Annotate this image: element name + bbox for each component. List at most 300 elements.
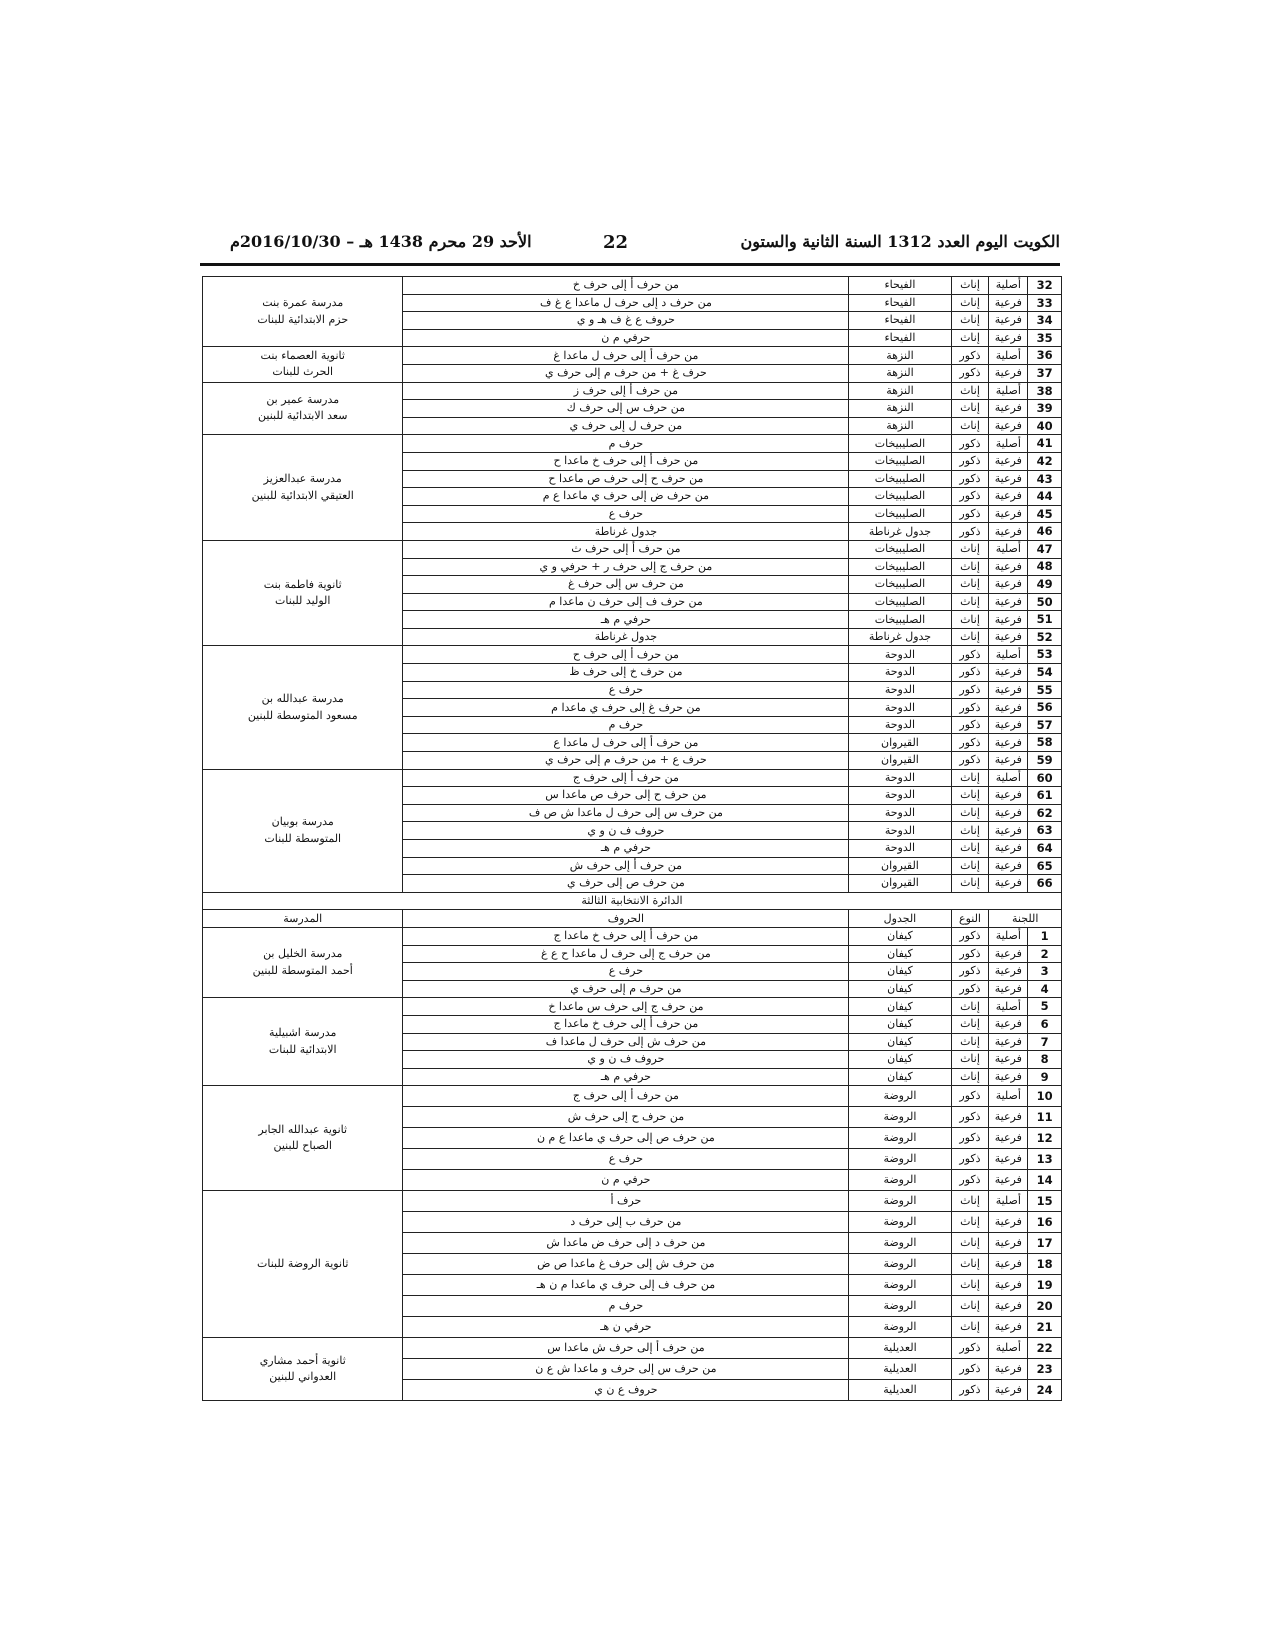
gender: إناث bbox=[951, 1275, 989, 1296]
committee-kind: فرعية bbox=[989, 681, 1028, 699]
committee-number: 1 bbox=[1028, 927, 1062, 945]
district: الدوحة bbox=[849, 804, 951, 822]
committee-number: 55 bbox=[1028, 681, 1062, 699]
district: كيفان bbox=[849, 927, 951, 945]
committee-number: 39 bbox=[1028, 400, 1062, 418]
committee-number: 57 bbox=[1028, 716, 1062, 734]
committee-number: 59 bbox=[1028, 752, 1062, 770]
committee-kind: فرعية bbox=[989, 1068, 1028, 1086]
committee-kind: فرعية bbox=[989, 752, 1028, 770]
committee-number: 63 bbox=[1028, 822, 1062, 840]
letters-range: حرف ع bbox=[403, 963, 849, 981]
committee-kind: فرعية bbox=[989, 980, 1028, 998]
letters-range: من حرف ش إلى حرف غ ماعدا ص ض bbox=[403, 1254, 849, 1275]
committee-kind: فرعية bbox=[989, 804, 1028, 822]
district: الروضة bbox=[849, 1254, 951, 1275]
school-name: ثانوية عبدالله الجابر الصباح للبنين bbox=[203, 1086, 403, 1191]
committee-kind: فرعية bbox=[989, 505, 1028, 523]
table-row bbox=[203, 1086, 1062, 1107]
committee-kind: فرعية bbox=[989, 312, 1028, 330]
gender: إناث bbox=[951, 417, 989, 435]
gender: إناث bbox=[951, 804, 989, 822]
gender: ذكور bbox=[951, 523, 989, 541]
district: الصليبيخات bbox=[849, 540, 951, 558]
gender: إناث bbox=[951, 628, 989, 646]
letters-range: حرف أ bbox=[403, 1191, 849, 1212]
district: الدوحة bbox=[849, 840, 951, 858]
letters-range: من حرف ح إلى حرف ش bbox=[403, 1107, 849, 1128]
district: الدوحة bbox=[849, 664, 951, 682]
letters-range: من حرف أ إلى حرف ش bbox=[403, 857, 849, 875]
district: الصليبيخات bbox=[849, 593, 951, 611]
gender: إناث bbox=[951, 1191, 989, 1212]
committee-kind: أصلية bbox=[989, 435, 1028, 453]
committee-kind: أصلية bbox=[989, 382, 1028, 400]
gender: ذكور bbox=[951, 716, 989, 734]
committee-number: 36 bbox=[1028, 347, 1062, 365]
committee-kind: فرعية bbox=[989, 452, 1028, 470]
district: العديلية bbox=[849, 1380, 951, 1401]
district: كيفان bbox=[849, 945, 951, 963]
gender: ذكور bbox=[951, 1149, 989, 1170]
district: الروضة bbox=[849, 1233, 951, 1254]
committee-kind: أصلية bbox=[989, 769, 1028, 787]
committee-number: 2 bbox=[1028, 945, 1062, 963]
committee-kind: فرعية bbox=[989, 1128, 1028, 1149]
gender: إناث bbox=[951, 1068, 989, 1086]
letters-range: من حرف م إلى حرف ي bbox=[403, 980, 849, 998]
committee-kind: فرعية bbox=[989, 734, 1028, 752]
district: الفيحاء bbox=[849, 294, 951, 312]
district: الروضة bbox=[849, 1086, 951, 1107]
letters-range: من حرف د إلى حرف ض ماعدا ش bbox=[403, 1233, 849, 1254]
district: كيفان bbox=[849, 1015, 951, 1033]
district: الصليبيخات bbox=[849, 505, 951, 523]
letters-range: من حرف ف إلى حرف ن ماعدا م bbox=[403, 593, 849, 611]
committee-kind: أصلية bbox=[989, 1338, 1028, 1359]
district: كيفان bbox=[849, 963, 951, 981]
column-header-type: النوع bbox=[951, 910, 989, 928]
gender: إناث bbox=[951, 382, 989, 400]
table-row bbox=[203, 1191, 1062, 1212]
letters-range: من حرف أ إلى حرف ث bbox=[403, 540, 849, 558]
district: الصليبيخات bbox=[849, 435, 951, 453]
district: الفيحاء bbox=[849, 277, 951, 295]
committee-number: 35 bbox=[1028, 329, 1062, 347]
gender: إناث bbox=[951, 400, 989, 418]
page-number: 22 bbox=[603, 232, 629, 253]
committee-kind: أصلية bbox=[989, 277, 1028, 295]
publication-title: الكويت اليوم العدد 1312 السنة الثانية والستون bbox=[740, 232, 1060, 251]
committee-kind: فرعية bbox=[989, 558, 1028, 576]
letters-range: من حرف د إلى حرف ل ماعدا ع غ ف bbox=[403, 294, 849, 312]
committee-number: 23 bbox=[1028, 1359, 1062, 1380]
letters-range: من حرف س إلى حرف ك bbox=[403, 400, 849, 418]
committee-number: 48 bbox=[1028, 558, 1062, 576]
committee-kind: فرعية bbox=[989, 787, 1028, 805]
letters-range: من حرف خ إلى حرف ظ bbox=[403, 664, 849, 682]
committee-number: 10 bbox=[1028, 1086, 1062, 1107]
committee-number: 65 bbox=[1028, 857, 1062, 875]
gender: إناث bbox=[951, 998, 989, 1016]
committee-number: 33 bbox=[1028, 294, 1062, 312]
gender: إناث bbox=[951, 857, 989, 875]
committee-kind: فرعية bbox=[989, 1051, 1028, 1069]
school-name: ثانوية أحمد مشاري العدواني للبنين bbox=[203, 1338, 403, 1401]
letters-range: من حرف أ إلى حرف خ ماعدا ج bbox=[403, 1015, 849, 1033]
committee-kind: فرعية bbox=[989, 400, 1028, 418]
school-name: مدرسة عبدالله بن مسعود المتوسطة للبنين bbox=[203, 646, 403, 769]
committee-number: 19 bbox=[1028, 1275, 1062, 1296]
committee-kind: فرعية bbox=[989, 1296, 1028, 1317]
committee-number: 64 bbox=[1028, 840, 1062, 858]
gender: ذكور bbox=[951, 1380, 989, 1401]
page-header bbox=[200, 232, 1060, 260]
committee-kind: أصلية bbox=[989, 927, 1028, 945]
letters-range: حرف ع bbox=[403, 1149, 849, 1170]
letters-range: من حرف أ إلى حرف ح bbox=[403, 646, 849, 664]
committee-kind: أصلية bbox=[989, 646, 1028, 664]
letters-range: حروف ع ن ي bbox=[403, 1380, 849, 1401]
district: القيروان bbox=[849, 875, 951, 893]
letters-range: من حرف ص إلى حرف ي ماعدا ع م ن bbox=[403, 1128, 849, 1149]
committee-kind: فرعية bbox=[989, 1254, 1028, 1275]
gender: ذكور bbox=[951, 927, 989, 945]
committee-kind: فرعية bbox=[989, 470, 1028, 488]
district: القيروان bbox=[849, 734, 951, 752]
committee-kind: فرعية bbox=[989, 875, 1028, 893]
letters-range: من حرف س إلى حرف و ماعدا ش ع ن bbox=[403, 1359, 849, 1380]
committee-number: 18 bbox=[1028, 1254, 1062, 1275]
letters-range: حرفي م هـ bbox=[403, 611, 849, 629]
committee-number: 5 bbox=[1028, 998, 1062, 1016]
district: الصليبيخات bbox=[849, 452, 951, 470]
issue-date: الأحد 29 محرم 1438 هـ – 2016/10/30م bbox=[230, 232, 532, 251]
table-row bbox=[203, 347, 1062, 365]
committee-number: 9 bbox=[1028, 1068, 1062, 1086]
district: الدوحة bbox=[849, 822, 951, 840]
committee-kind: أصلية bbox=[989, 1191, 1028, 1212]
column-header-committee: اللجنة bbox=[989, 910, 1062, 928]
district: الصليبيخات bbox=[849, 611, 951, 629]
school-name: مدرسة اشبيلية الابتدائية للبنات bbox=[203, 998, 403, 1086]
committee-number: 43 bbox=[1028, 470, 1062, 488]
committees-table bbox=[202, 276, 1062, 1401]
letters-range: حرفي م ن bbox=[403, 329, 849, 347]
column-header-letters: الحروف bbox=[403, 910, 849, 928]
letters-range: حرفي م هـ bbox=[403, 840, 849, 858]
gender: إناث bbox=[951, 1296, 989, 1317]
letters-range: من حرف ص إلى حرف ي bbox=[403, 875, 849, 893]
letters-range: حرف غ + من حرف م إلى حرف ي bbox=[403, 364, 849, 382]
district: الروضة bbox=[849, 1212, 951, 1233]
committee-kind: فرعية bbox=[989, 963, 1028, 981]
committee-kind: فرعية bbox=[989, 716, 1028, 734]
table-row bbox=[203, 540, 1062, 558]
gender: إناث bbox=[951, 329, 989, 347]
district: الروضة bbox=[849, 1191, 951, 1212]
committee-kind: فرعية bbox=[989, 364, 1028, 382]
gender: ذكور bbox=[951, 470, 989, 488]
column-header-row bbox=[203, 910, 1062, 928]
district: الصليبيخات bbox=[849, 558, 951, 576]
gender: ذكور bbox=[951, 664, 989, 682]
gender: ذكور bbox=[951, 734, 989, 752]
committee-number: 16 bbox=[1028, 1212, 1062, 1233]
committee-kind: فرعية bbox=[989, 417, 1028, 435]
committee-kind: فرعية bbox=[989, 628, 1028, 646]
letters-range: جدول غرناطة bbox=[403, 523, 849, 541]
committee-kind: فرعية bbox=[989, 1275, 1028, 1296]
committee-number: 53 bbox=[1028, 646, 1062, 664]
letters-range: من حرف أ إلى حرف خ ماعدا ح bbox=[403, 452, 849, 470]
district: العديلية bbox=[849, 1338, 951, 1359]
gender: إناث bbox=[951, 1212, 989, 1233]
district: الصليبيخات bbox=[849, 576, 951, 594]
letters-range: حرف ع bbox=[403, 505, 849, 523]
committee-kind: فرعية bbox=[989, 1015, 1028, 1033]
table-row bbox=[203, 277, 1062, 295]
letters-range: حرف م bbox=[403, 716, 849, 734]
school-name: مدرسة عمرة بنت حزم الابتدائية للبنات bbox=[203, 277, 403, 347]
district: الفيحاء bbox=[849, 329, 951, 347]
gender: إناث bbox=[951, 840, 989, 858]
table-row bbox=[203, 646, 1062, 664]
committee-number: 32 bbox=[1028, 277, 1062, 295]
letters-range: من حرف ح إلى حرف ص ماعدا س bbox=[403, 787, 849, 805]
gender: ذكور bbox=[951, 646, 989, 664]
committee-number: 11 bbox=[1028, 1107, 1062, 1128]
district: الدوحة bbox=[849, 646, 951, 664]
committee-number: 14 bbox=[1028, 1170, 1062, 1191]
committee-kind: فرعية bbox=[989, 576, 1028, 594]
gender: إناث bbox=[951, 540, 989, 558]
gender: ذكور bbox=[951, 1107, 989, 1128]
gender: ذكور bbox=[951, 1338, 989, 1359]
committee-number: 6 bbox=[1028, 1015, 1062, 1033]
school-name: ثانوية فاطمة بنت الوليد للبنات bbox=[203, 540, 403, 646]
letters-range: من حرف أ إلى حرف ج bbox=[403, 769, 849, 787]
gender: ذكور bbox=[951, 452, 989, 470]
school-name: مدرسة عبدالعزيز العتيقي الابتدائية للبنين bbox=[203, 435, 403, 541]
district: العديلية bbox=[849, 1359, 951, 1380]
gender: ذكور bbox=[951, 505, 989, 523]
district: النزهة bbox=[849, 400, 951, 418]
committee-number: 22 bbox=[1028, 1338, 1062, 1359]
committee-number: 15 bbox=[1028, 1191, 1062, 1212]
letters-range: حرف م bbox=[403, 435, 849, 453]
committee-number: 40 bbox=[1028, 417, 1062, 435]
committee-kind: فرعية bbox=[989, 488, 1028, 506]
committee-number: 47 bbox=[1028, 540, 1062, 558]
district: الروضة bbox=[849, 1149, 951, 1170]
committee-kind: فرعية bbox=[989, 1149, 1028, 1170]
district: الدوحة bbox=[849, 699, 951, 717]
gender: إناث bbox=[951, 1033, 989, 1051]
district: القيروان bbox=[849, 857, 951, 875]
table-row bbox=[203, 927, 1062, 945]
table-row bbox=[203, 1338, 1062, 1359]
column-header-district: الجدول bbox=[849, 910, 951, 928]
district: القيروان bbox=[849, 752, 951, 770]
gender: إناث bbox=[951, 277, 989, 295]
committee-kind: فرعية bbox=[989, 523, 1028, 541]
letters-range: من حرف أ إلى حرف ز bbox=[403, 382, 849, 400]
committee-kind: فرعية bbox=[989, 1107, 1028, 1128]
letters-range: من حرف ب إلى حرف د bbox=[403, 1212, 849, 1233]
letters-range: من حرف غ إلى حرف ي ماعدا م bbox=[403, 699, 849, 717]
gender: ذكور bbox=[951, 963, 989, 981]
gender: إناث bbox=[951, 787, 989, 805]
letters-range: من حرف ج إلى حرف ل ماعدا ح ع غ bbox=[403, 945, 849, 963]
letters-range: من حرف ف إلى حرف ي ماعدا م ن هـ bbox=[403, 1275, 849, 1296]
letters-range: حروف ف ن و ي bbox=[403, 822, 849, 840]
committee-kind: أصلية bbox=[989, 998, 1028, 1016]
committee-kind: فرعية bbox=[989, 294, 1028, 312]
district: الروضة bbox=[849, 1170, 951, 1191]
header-rule bbox=[200, 263, 1060, 266]
district: النزهة bbox=[849, 347, 951, 365]
letters-range: من حرف س إلى حرف ل ماعدا ش ص ف bbox=[403, 804, 849, 822]
gender: إناث bbox=[951, 1233, 989, 1254]
gender: ذكور bbox=[951, 1086, 989, 1107]
gender: ذكور bbox=[951, 364, 989, 382]
committee-number: 62 bbox=[1028, 804, 1062, 822]
committee-kind: فرعية bbox=[989, 1380, 1028, 1401]
gender: إناث bbox=[951, 822, 989, 840]
gender: إناث bbox=[951, 576, 989, 594]
gender: إناث bbox=[951, 875, 989, 893]
committee-kind: فرعية bbox=[989, 822, 1028, 840]
committee-number: 12 bbox=[1028, 1128, 1062, 1149]
committee-number: 51 bbox=[1028, 611, 1062, 629]
committee-number: 24 bbox=[1028, 1380, 1062, 1401]
gender: ذكور bbox=[951, 752, 989, 770]
gender: إناث bbox=[951, 294, 989, 312]
committee-kind: فرعية bbox=[989, 699, 1028, 717]
section-title: الدائرة الانتخابية الثالثة bbox=[203, 892, 1062, 910]
committee-kind: فرعية bbox=[989, 1033, 1028, 1051]
district: جدول غرناطة bbox=[849, 628, 951, 646]
school-name: ثانوية الروضة للبنات bbox=[203, 1191, 403, 1338]
letters-range: من حرف أ إلى حرف ج bbox=[403, 1086, 849, 1107]
district: الروضة bbox=[849, 1296, 951, 1317]
committee-number: 60 bbox=[1028, 769, 1062, 787]
letters-range: من حرف أ إلى حرف ش ماعدا س bbox=[403, 1338, 849, 1359]
gender: ذكور bbox=[951, 435, 989, 453]
gender: ذكور bbox=[951, 980, 989, 998]
district: الدوحة bbox=[849, 716, 951, 734]
district: الصليبيخات bbox=[849, 470, 951, 488]
letters-range: حروف ع غ ف هـ و ي bbox=[403, 312, 849, 330]
committee-number: 17 bbox=[1028, 1233, 1062, 1254]
district: الروضة bbox=[849, 1317, 951, 1338]
table-row bbox=[203, 998, 1062, 1016]
gender: ذكور bbox=[951, 488, 989, 506]
committee-number: 56 bbox=[1028, 699, 1062, 717]
letters-range: من حرف أ إلى حرف خ ماعدا ج bbox=[403, 927, 849, 945]
table-row bbox=[203, 435, 1062, 453]
letters-range: من حرف ج إلى حرف س ماعدا خ bbox=[403, 998, 849, 1016]
letters-range: حرفي م ن bbox=[403, 1170, 849, 1191]
committee-kind: فرعية bbox=[989, 1317, 1028, 1338]
letters-range: من حرف س إلى حرف غ bbox=[403, 576, 849, 594]
committee-number: 50 bbox=[1028, 593, 1062, 611]
letters-range: من حرف ل إلى حرف ي bbox=[403, 417, 849, 435]
committee-kind: فرعية bbox=[989, 611, 1028, 629]
district: كيفان bbox=[849, 980, 951, 998]
gender: ذكور bbox=[951, 1170, 989, 1191]
letters-range: من حرف ج إلى حرف ر + حرفي و ي bbox=[403, 558, 849, 576]
table-row bbox=[203, 769, 1062, 787]
gender: ذكور bbox=[951, 681, 989, 699]
district: النزهة bbox=[849, 364, 951, 382]
letters-range: حرف ع + من حرف م إلى حرف ي bbox=[403, 752, 849, 770]
committee-number: 61 bbox=[1028, 787, 1062, 805]
gender: ذكور bbox=[951, 945, 989, 963]
committee-number: 4 bbox=[1028, 980, 1062, 998]
district: الروضة bbox=[849, 1107, 951, 1128]
school-name: مدرسة عمير بن سعد الابتدائية للبنين bbox=[203, 382, 403, 435]
letters-range: من حرف أ إلى حرف ل ماعدا غ bbox=[403, 347, 849, 365]
letters-range: من حرف أ إلى حرف ل ماعدا ع bbox=[403, 734, 849, 752]
committee-kind: فرعية bbox=[989, 1233, 1028, 1254]
committee-number: 58 bbox=[1028, 734, 1062, 752]
committee-kind: أصلية bbox=[989, 347, 1028, 365]
gender: إناث bbox=[951, 611, 989, 629]
section-title-row bbox=[203, 892, 1062, 910]
gender: إناث bbox=[951, 1015, 989, 1033]
district: النزهة bbox=[849, 417, 951, 435]
letters-range: حرف م bbox=[403, 1296, 849, 1317]
gender: إناث bbox=[951, 593, 989, 611]
committee-kind: فرعية bbox=[989, 857, 1028, 875]
committee-kind: فرعية bbox=[989, 664, 1028, 682]
committee-kind: فرعية bbox=[989, 329, 1028, 347]
district: الفيحاء bbox=[849, 312, 951, 330]
district: الدوحة bbox=[849, 769, 951, 787]
committee-number: 3 bbox=[1028, 963, 1062, 981]
committee-number: 54 bbox=[1028, 664, 1062, 682]
district: كيفان bbox=[849, 1068, 951, 1086]
district: الصليبيخات bbox=[849, 488, 951, 506]
committee-kind: فرعية bbox=[989, 1212, 1028, 1233]
committee-number: 37 bbox=[1028, 364, 1062, 382]
school-name: ثانوية العصماء بنت الحرث للبنات bbox=[203, 347, 403, 382]
district: الروضة bbox=[849, 1275, 951, 1296]
district: كيفان bbox=[849, 1051, 951, 1069]
committee-number: 66 bbox=[1028, 875, 1062, 893]
committee-number: 38 bbox=[1028, 382, 1062, 400]
district: الدوحة bbox=[849, 681, 951, 699]
committee-number: 34 bbox=[1028, 312, 1062, 330]
committee-number: 13 bbox=[1028, 1149, 1062, 1170]
letters-range: حروف ف ن و ي bbox=[403, 1051, 849, 1069]
gender: إناث bbox=[951, 1051, 989, 1069]
district: كيفان bbox=[849, 998, 951, 1016]
letters-range: من حرف ش إلى حرف ل ماعدا ف bbox=[403, 1033, 849, 1051]
committee-kind: فرعية bbox=[989, 1359, 1028, 1380]
committee-number: 21 bbox=[1028, 1317, 1062, 1338]
committee-number: 45 bbox=[1028, 505, 1062, 523]
letters-range: حرفي ن هـ bbox=[403, 1317, 849, 1338]
district: النزهة bbox=[849, 382, 951, 400]
committee-number: 49 bbox=[1028, 576, 1062, 594]
committee-kind: فرعية bbox=[989, 593, 1028, 611]
committee-kind: فرعية bbox=[989, 945, 1028, 963]
committee-number: 46 bbox=[1028, 523, 1062, 541]
letters-range: من حرف ض إلى حرف ي ماعدا ع م bbox=[403, 488, 849, 506]
